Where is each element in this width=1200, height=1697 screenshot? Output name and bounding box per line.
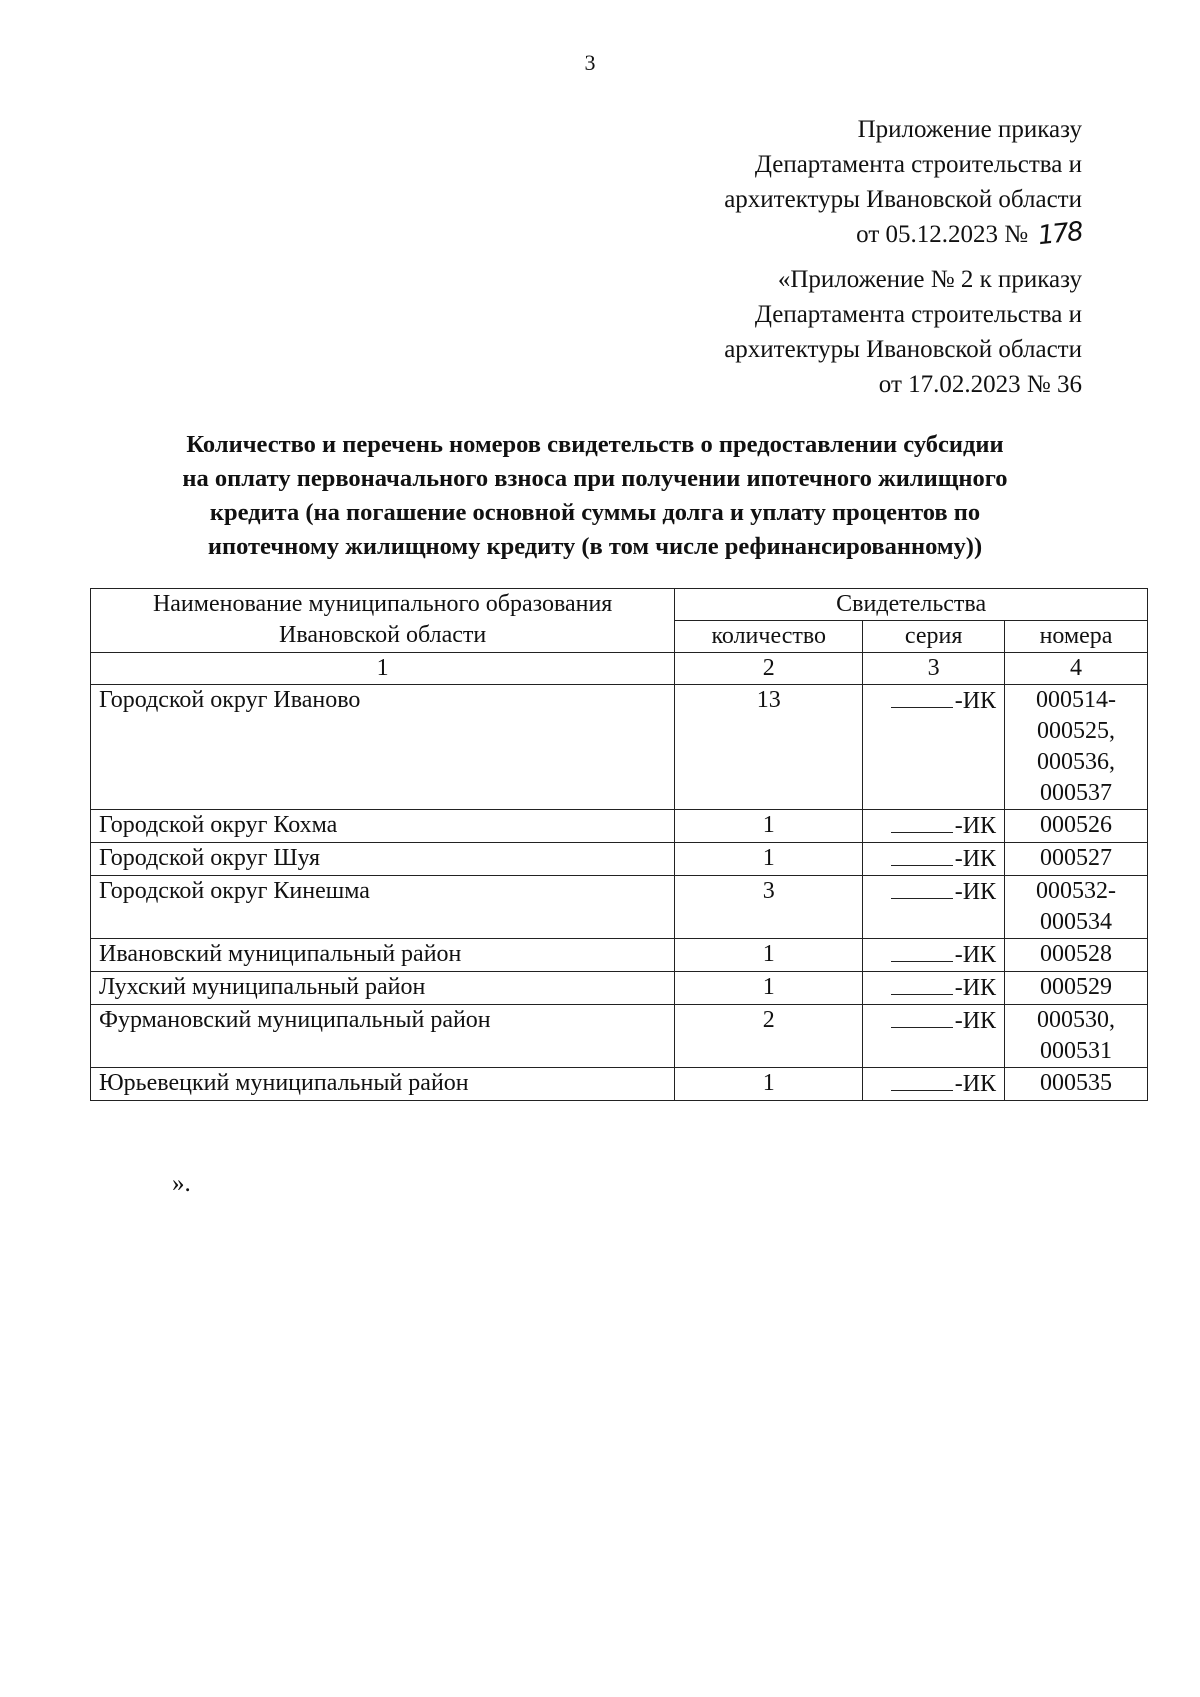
title-line2: на оплату первоначального взноса при получении ипотечного жилищного (182, 465, 1008, 492)
certificate-numbers (1005, 685, 1148, 810)
column-number-3: 3 (863, 653, 1005, 685)
series-suffix: -ИК (954, 1071, 997, 1097)
series-suffix: -ИК (954, 975, 997, 1001)
certificate-numbers (1005, 1005, 1148, 1068)
series-blank-line (891, 972, 953, 995)
certificate-numbers (1005, 876, 1148, 939)
annex-original-line2: Департамента строительства и (754, 301, 1082, 328)
certificate-number-line: 000529 (1040, 974, 1113, 1000)
certificate-count: 13 (675, 685, 863, 810)
series-blank-line (891, 843, 953, 866)
closing-quote: ». (172, 1170, 191, 1197)
header-municipality-line2: Ивановской области (279, 622, 487, 648)
certificate-count: 2 (675, 1005, 863, 1068)
column-number-2: 2 (675, 653, 863, 685)
certificate-number-line: 000527 (1040, 845, 1113, 871)
certificate-count: 1 (675, 939, 863, 972)
certificate-number-line: 000514- (1036, 687, 1117, 713)
series-suffix: -ИК (954, 813, 997, 839)
table-row (91, 972, 1148, 1005)
municipality-name: Городской округ Иваново (91, 685, 675, 810)
annex-current-date: от 05.12.2023 № (856, 221, 1029, 248)
annex-original-line3: архитектуры Ивановской области (724, 336, 1082, 363)
annex-current-order (724, 112, 1082, 252)
certificate-number-line: 000528 (1040, 941, 1113, 967)
series-suffix: -ИК (954, 688, 997, 714)
certificate-number-line: 000537 (1040, 780, 1113, 806)
municipality-name: Городской округ Кинешма (91, 876, 675, 939)
header-numbers: номера (1005, 621, 1148, 653)
table-row (91, 939, 1148, 972)
certificate-number-line: 000534 (1040, 909, 1113, 935)
title-line3: кредита (на погашение основной суммы долга и уплату процентов по (209, 499, 981, 526)
certificate-series (863, 972, 1005, 1005)
municipality-name: Ивановский муниципальный район (91, 939, 675, 972)
table-row (91, 685, 1148, 810)
certificate-numbers (1005, 810, 1148, 843)
certificate-series (863, 939, 1005, 972)
certificate-numbers (1005, 843, 1148, 876)
annex-original-order (724, 262, 1082, 402)
header-certificates: Свидетельства (675, 589, 1148, 621)
title-line4: ипотечному жилищному кредиту (в том числе рефинансированному)) (207, 533, 983, 560)
certificate-number-line: 000525, (1037, 718, 1116, 744)
header-municipality (91, 589, 675, 653)
certificate-series (863, 685, 1005, 810)
table-row (91, 810, 1148, 843)
certificate-series (863, 876, 1005, 939)
certificate-count: 1 (675, 810, 863, 843)
certificate-count: 3 (675, 876, 863, 939)
series-blank-line (891, 810, 953, 833)
certificates-table (90, 588, 1148, 1101)
municipality-name: Фурмановский муниципальный район (91, 1005, 675, 1068)
table-row (91, 1005, 1148, 1068)
document-title (60, 428, 1130, 564)
header-municipality-line1: Наименование муниципального образования (152, 591, 613, 617)
series-blank-line (891, 939, 953, 962)
municipality-name: Юрьевецкий муниципальный район (91, 1068, 675, 1101)
certificate-numbers (1005, 1068, 1148, 1101)
table-column-numbers-row (91, 653, 1148, 685)
certificate-series (863, 1005, 1005, 1068)
header-count: количество (675, 621, 863, 653)
certificate-series (863, 810, 1005, 843)
column-number-1: 1 (91, 653, 675, 685)
annex-current-line2: Департамента строительства и (754, 151, 1082, 178)
certificate-number-line: 000532- (1036, 878, 1117, 904)
series-suffix: -ИК (954, 879, 997, 905)
series-suffix: -ИК (954, 1008, 997, 1034)
series-suffix: -ИК (954, 942, 997, 968)
certificate-series (863, 843, 1005, 876)
annex-current-line3: архитектуры Ивановской области (724, 186, 1082, 213)
series-blank-line (891, 1005, 953, 1028)
certificate-numbers (1005, 972, 1148, 1005)
annex-original-line1: «Приложение № 2 к приказу (777, 266, 1082, 293)
table-row (91, 1068, 1148, 1101)
header-series: серия (863, 621, 1005, 653)
certificate-number-line: 000530, (1037, 1007, 1116, 1033)
series-blank-line (891, 1068, 953, 1091)
annex-original-line4: от 17.02.2023 № 36 (878, 371, 1082, 398)
certificate-number-line: 000531 (1040, 1038, 1113, 1064)
page-number: 3 (584, 50, 596, 75)
series-blank-line (891, 876, 953, 899)
certificate-count: 1 (675, 972, 863, 1005)
certificate-number-line: 000526 (1040, 812, 1113, 838)
series-blank-line (891, 685, 953, 708)
certificate-count: 1 (675, 843, 863, 876)
municipality-name: Лухский муниципальный район (91, 972, 675, 1005)
annex-current-line1: Приложение приказу (857, 116, 1082, 143)
table-header-row (91, 589, 1148, 621)
municipality-name: Городской округ Кохма (91, 810, 675, 843)
series-suffix: -ИК (954, 846, 997, 872)
title-line1: Количество и перечень номеров свидетельств о предоставлении субсидии (186, 431, 1004, 458)
certificate-number-line: 000536, (1037, 749, 1116, 775)
certificate-series (863, 1068, 1005, 1101)
certificate-numbers (1005, 939, 1148, 972)
annex-current-line4 (724, 217, 1082, 252)
column-number-4: 4 (1005, 653, 1148, 685)
certificate-number-line: 000535 (1040, 1070, 1113, 1096)
municipality-name: Городской округ Шуя (91, 843, 675, 876)
table-row (91, 876, 1148, 939)
certificate-count: 1 (675, 1068, 863, 1101)
handwritten-order-number: 178 (1036, 216, 1084, 252)
table-row (91, 843, 1148, 876)
